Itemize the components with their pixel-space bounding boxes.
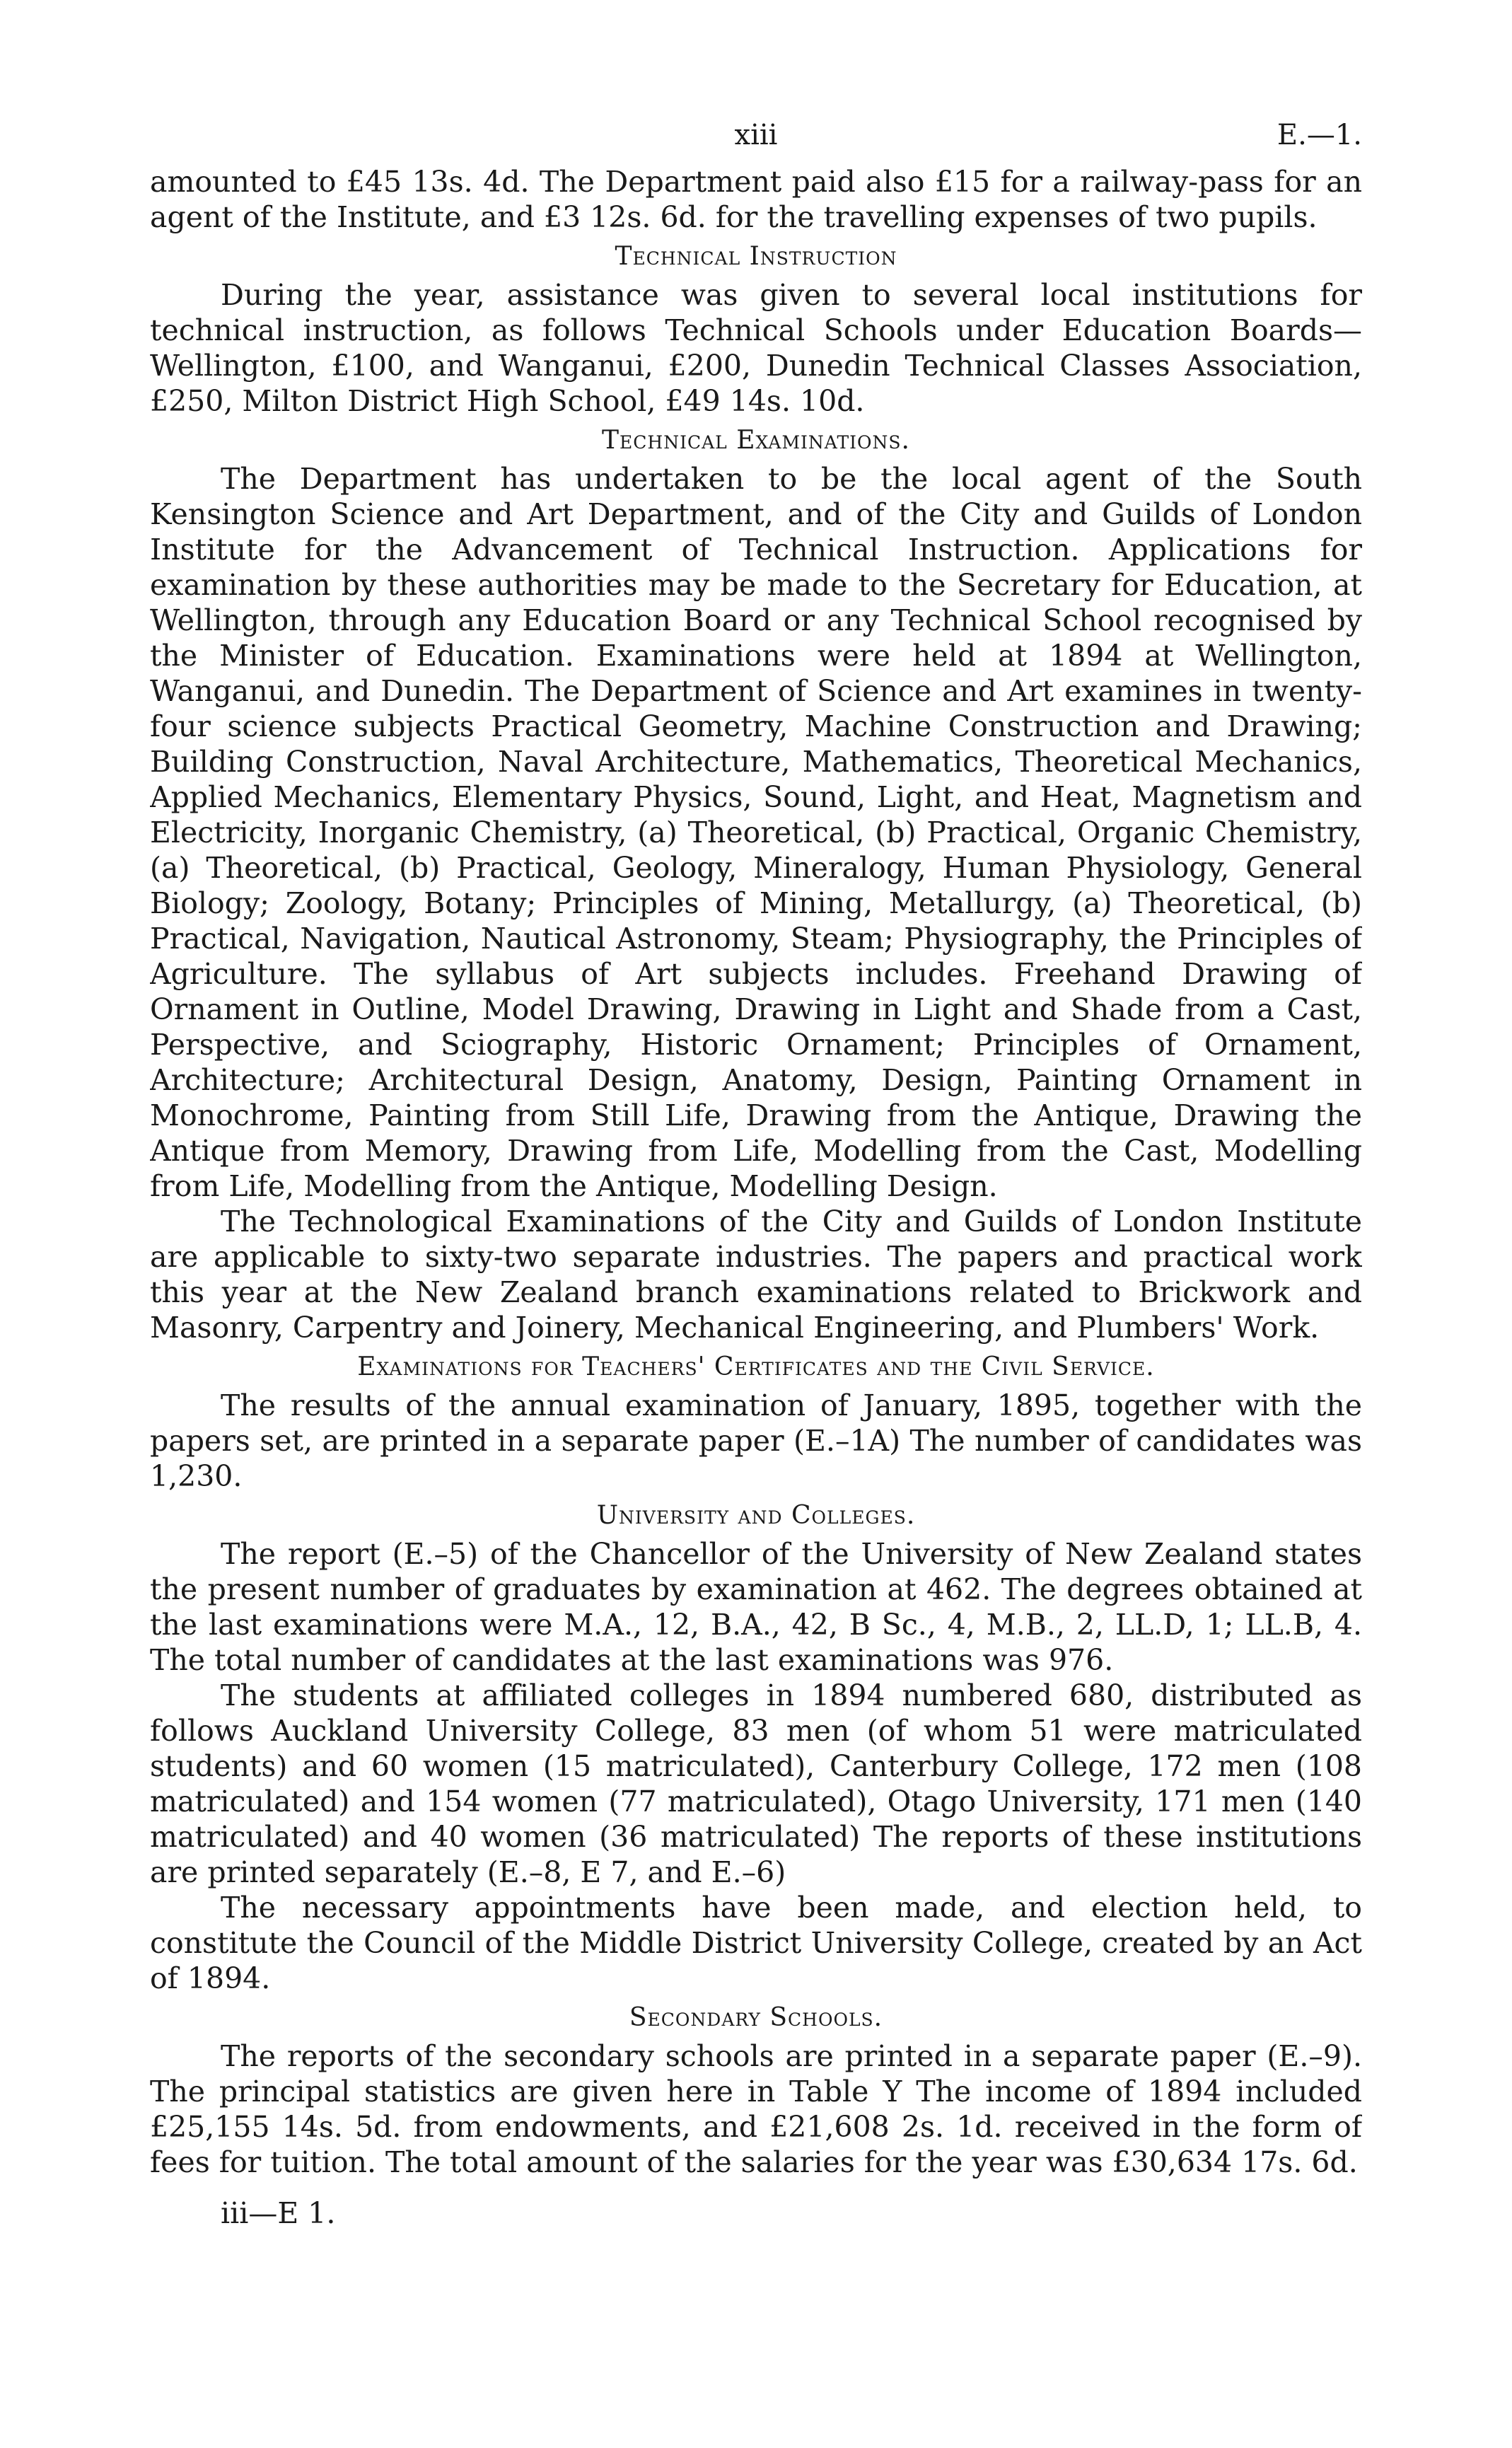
section-heading-university: University and Colleges. <box>596 1501 916 1530</box>
section-heading-technical-examinations: Technical Examinations. <box>602 426 910 455</box>
document-page <box>150 119 1362 2411</box>
paragraph-university-report: The report (E.–5) of the Chancellor of the University of New Zealand states the present number of graduates by examination at 462. The degrees obtained at the last examinations were M.A., 12, B.A., 42, B Sc., 4, M.B., 2, LL.D, 1; LL.B, 4. The total number of candidates at the last examinations was 976. <box>150 1537 1362 1677</box>
paragraph-technical-instruction: During the year, assistance was given to several local institutions for technical instruction, as follows Technical Schools under Education Boards—Wellington, £100, and Wanganui, £200, Dunedin Technical Classes Association, £250, Milton District High School, £49 14s. 10d. <box>150 278 1362 418</box>
page-signature: iii—E 1. <box>221 2196 336 2230</box>
section-heading-secondary-schools: Secondary Schools. <box>629 2003 883 2032</box>
paragraph-secondary-schools: The reports of the secondary schools are printed in a separate paper (E.–9). The principal statistics are given here in Table Y The income of 1894 included £25,155 14s. 5d. from endowments, and £21,608 2s. 1d. received in the form of fees for tuition. The total amount of the salaries for the year was £30,634 17s. 6d. <box>150 2039 1362 2179</box>
paragraph-technical-examinations: The Department has undertaken to be the local agent of the South Kensington Science and Art Department, and of the City and Guilds of London Institute for the Advancement of Technical Instruction. Applications for examination by these authorities may be made to the Secretary for Education, at Wellington, through any Education Board or any Technical School recognised by the Minister of Education. Examinations were held at 1894 at Wellington, Wanganui, and Dunedin. The Department of Science and Art examines in twenty-four science subjects Practical Geometry, Machine Construction and Drawing; Building Construction, Naval Architecture, Mathematics, Theoretical Mechanics, Applied Mechanics, Elementary Physics, Sound, Light, and Heat, Magnetism and Electricity, Inorganic Chemistry, (a) Theoretical, (b) Practical, Organic Chemistry, (a) Theoretical, (b) Practical, Geology, Mineralogy, Human Physiology, General Biology; Zoology, Botany; Principles of Mining, Metallurgy, (a) Theoretical, (b) Practical, Navigation, Nautical Astronomy, Steam; Physiography, the Principles of Agriculture. The syllabus of Art subjects includes. Freehand Drawing of Ornament in Outline, Model Drawing, Drawing in Light and Shade from a Cast, Perspective, and Sciography, Historic Ornament; Principles of Ornament, Architecture; Architectural Design, Anatomy, Design, Painting Ornament in Monochrome, Painting from Still Life, Drawing from the Antique, Drawing the Antique from Memory, Drawing from Life, Modelling from the Cast, Modelling from Life, Modelling from the Antique, Modelling Design. <box>150 462 1362 1203</box>
intro-paragraph: amounted to £45 13s. 4d. The Department paid also £15 for a railway-pass for an agent of the Institute, and £3 12s. 6d. for the travelling expenses of two pupils. <box>150 165 1362 234</box>
page-number: xiii <box>734 119 778 151</box>
paragraph-affiliated-colleges: The students at affiliated colleges in 1894 numbered 680, distributed as follows Auckland University College, 83 men (of whom 51 were matriculated students) and 60 women (15 matriculated), Canterbury College, 172 men (108 matriculated) and 154 women (77 matriculated), Otago University, 171 men (140 matriculated) and 40 women (36 matriculated) The reports of these institutions are printed separately (E.–8, E 7, and E.–6) <box>150 1678 1362 1889</box>
paragraph-technological-examinations: The Technological Examinations of the City and Guilds of London Institute are applicable to sixty-two separate industries. The papers and practical work this year at the New Zealand branch examinations related to Brickwork and Masonry, Carpentry and Joinery, Mechanical Engineering, and Plumbers' Work. <box>150 1205 1362 1345</box>
section-heading-teachers-certificates: Examinations for Teachers' Certificates and the Civil Service. <box>357 1352 1155 1381</box>
body-text <box>150 164 1362 2180</box>
section-heading-technical-instruction: Technical Instruction <box>615 242 897 271</box>
document-reference: E.—1. <box>1277 119 1362 151</box>
page-header <box>150 119 1362 164</box>
paragraph-middle-district-college: The necessary appointments have been made, and election held, to constitute the Council of the Middle District University College, created by an Act of 1894. <box>150 1891 1362 1995</box>
paragraph-teachers-certificates: The results of the annual examination of January, 1895, together with the papers set, are printed in a separate paper (E.–1A) The number of candidates was 1,230. <box>150 1388 1362 1493</box>
